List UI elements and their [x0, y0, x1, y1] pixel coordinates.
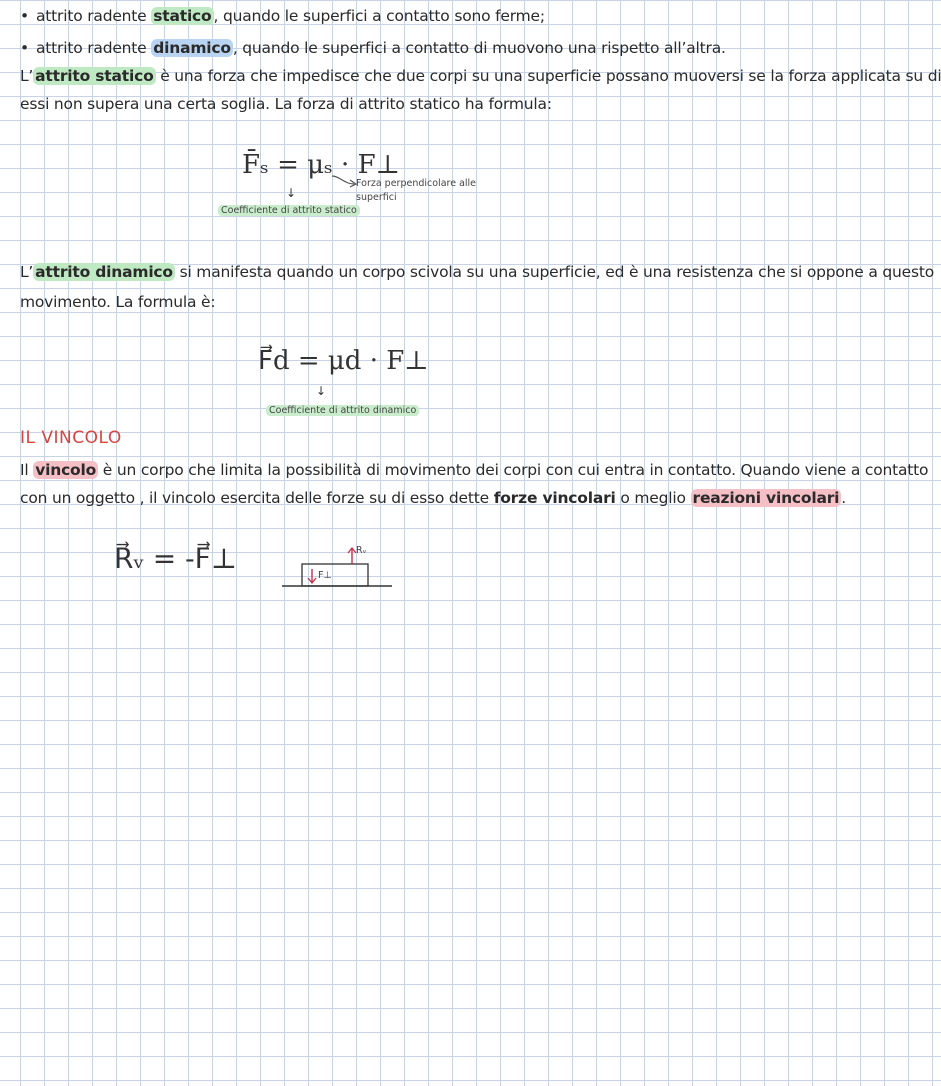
text: L’	[20, 263, 34, 281]
text: si manifesta quando un corpo scivola su una superficie, ed è una resistenza che si oppone a questo	[174, 263, 935, 281]
text: attrito radente	[36, 7, 152, 25]
static-coef-label: Coefficiente di attrito statico	[218, 205, 360, 216]
vincolo-paragraph-line1	[20, 458, 929, 482]
section-title-vincolo: IL VINCOLO	[20, 428, 122, 448]
perp-label-1: Forza perpendicolare alle	[356, 178, 477, 189]
bullet-dot: •	[20, 7, 29, 25]
static-paragraph-line1	[20, 64, 941, 88]
highlight-attrito-dinamico: attrito dinamico	[35, 263, 173, 281]
bullet-dynamic	[20, 36, 814, 60]
constraint-diagram	[280, 540, 396, 590]
static-paragraph-line2: essi non supera una certa soglia. La forza di attrito statico ha formula:	[20, 95, 552, 113]
text: è un corpo che limita la possibilità di movimento dei corpi con cui entra in contatto. Quando viene a contatto	[98, 461, 929, 479]
highlight-reazioni-vincolari: reazioni vincolari	[692, 489, 840, 507]
perp-label-2: superfici	[356, 192, 397, 203]
static-formula: F̄ₛ = μₛ · F⊥	[242, 150, 401, 180]
text: , quando le superfici a contatto di muovono una rispetto all’altra.	[232, 39, 726, 57]
vincolo-paragraph-line2	[20, 486, 847, 510]
highlight-vincolo: vincolo	[35, 461, 97, 479]
arrow-down-icon: ↓	[316, 384, 327, 398]
bullet-static	[20, 4, 814, 28]
highlight-dynamic: dinamico	[153, 39, 231, 57]
text: con un oggetto , il vincolo esercita delle forze su di esso dette	[20, 489, 494, 507]
dynamic-coef-label: Coefficiente di attrito dinamico	[266, 405, 419, 416]
highlight-attrito-statico: attrito statico	[35, 67, 154, 85]
dynamic-paragraph-line2: movimento. La formula è:	[20, 293, 216, 311]
highlight-static: statico	[153, 7, 212, 25]
dynamic-formula: F⃗d = μd · F⊥	[258, 346, 429, 376]
rv-label: Rᵥ	[356, 545, 367, 556]
bold-forze-vincolari: forze vincolari	[493, 489, 616, 507]
f-perp-label: F⊥	[318, 570, 332, 581]
vincolo-formula: R⃗ᵥ = -F⃗⊥	[114, 542, 238, 575]
dynamic-paragraph-line1	[20, 260, 935, 284]
text: Il	[20, 461, 34, 479]
bullet-dot: •	[20, 39, 29, 57]
text: è una forza che impedisce che due corpi su una superficie possano muoversi se la forza applicata su di	[155, 67, 941, 85]
text: L’	[20, 67, 34, 85]
text: attrito radente	[36, 39, 152, 57]
text: , quando le superfici a contatto sono ferme;	[213, 7, 545, 25]
text: o meglio	[615, 489, 691, 507]
text: .	[841, 489, 847, 507]
arrow-down-icon: ↓	[286, 186, 297, 200]
